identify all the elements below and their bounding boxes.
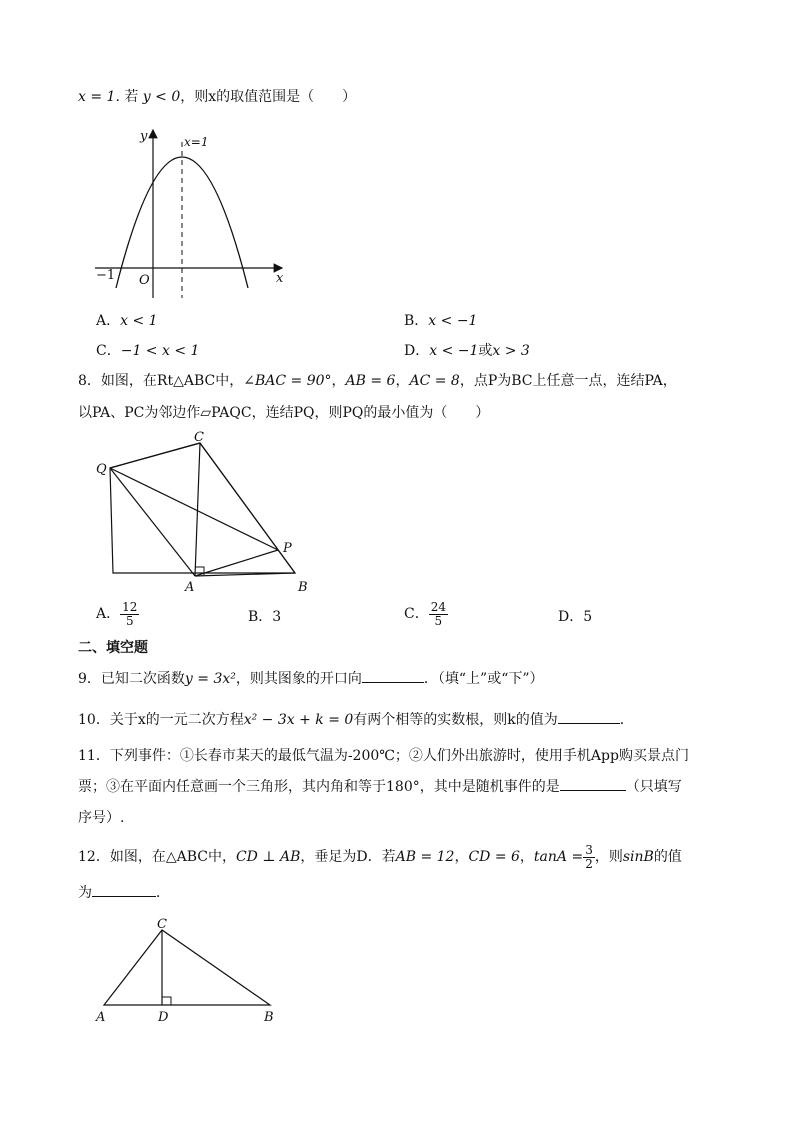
q11-line1: 11．下列事件：①长春市某天的最低气温为-200℃；②人们外出旅游时，使用手机App购买景点门 <box>78 748 689 764</box>
q12-label-d: D <box>158 1010 169 1025</box>
q12-triangle-figure <box>92 915 292 1027</box>
q7-option-b[interactable] <box>404 310 477 332</box>
option-letter: D． <box>558 609 584 625</box>
q7-option-c[interactable] <box>96 340 199 362</box>
q10-text-post: 有两个相等的实数根，则k的值为 <box>353 712 558 728</box>
fraction-numerator: 12 <box>122 599 138 614</box>
option-text: 5 <box>583 609 593 625</box>
q12-stem-line2 <box>78 882 170 904</box>
fraction-numerator: 24 <box>430 599 446 614</box>
option-math: −1 < x < 1 <box>120 343 200 359</box>
q11-line3: 序号）. <box>78 810 125 826</box>
q8-stem-line1 <box>78 370 677 392</box>
q9-math: y = 3x² <box>184 671 236 687</box>
q12-text-end: ． <box>156 885 170 901</box>
q12-right-angle-mark <box>162 997 171 1005</box>
q12-text5: 的值 <box>653 849 682 865</box>
q8-label-c: C <box>194 430 204 445</box>
q11-text: 票；③在平面内任意画一个三角形，其内角和等于180°，其中是随机事件的是 <box>78 779 560 795</box>
q8-segment-qa <box>110 468 195 576</box>
option-letter: B． <box>248 609 273 625</box>
option-math2: x > 3 <box>492 343 530 359</box>
section-title-fill-blank: 二、填空题 <box>78 640 148 656</box>
q8-option-c[interactable] <box>404 599 448 629</box>
q8-text: 8．如图，在Rt△ABC中， <box>78 373 244 389</box>
q8-label-b: B <box>298 580 308 595</box>
q12-triangle <box>104 930 270 1005</box>
q8-option-d[interactable] <box>558 606 592 628</box>
q12-cond2: AB = 12 <box>395 849 455 865</box>
option-letter: C． <box>96 343 121 359</box>
q12-label-b: B <box>264 1010 274 1025</box>
q10-math: x² − 3x + k = 0 <box>243 712 354 728</box>
q12-label-a: A <box>96 1010 106 1025</box>
fraction-denominator: 2 <box>585 856 593 871</box>
fraction-denominator: 5 <box>125 613 134 628</box>
q7-stem-math: x = 1 <box>78 89 116 105</box>
q8-stem-line2: 以PA、PC为邻边作▱PAQC，连结PQ，则PQ的最小值为（ ） <box>78 405 490 421</box>
fraction-numerator: 3 <box>585 842 593 857</box>
q7-parabola-graph <box>90 122 300 302</box>
q8-segment-qp <box>110 468 278 550</box>
q7-option-d[interactable] <box>404 340 530 362</box>
q8-cond1: ∠BAC = 90° <box>243 373 332 389</box>
q11-answer-blank[interactable] <box>560 776 626 791</box>
q10-answer-blank[interactable] <box>558 709 620 724</box>
q9-answer-blank[interactable] <box>362 668 424 683</box>
q12-text: 12．如图，在△ABC中， <box>78 849 236 865</box>
q8-option-a[interactable] <box>96 599 139 629</box>
q7-stem-cond: y < 0 <box>142 89 181 105</box>
option-letter: A． <box>96 313 121 329</box>
q8-label-q: Q <box>96 462 107 477</box>
q8-segment-cb <box>200 443 295 573</box>
q9-stem <box>78 668 544 690</box>
q8-segment-pa <box>195 550 278 576</box>
q9-text-post: ，则其图象的开口向 <box>235 671 362 687</box>
q8-sep2: ， <box>395 373 410 389</box>
q12-cond4: tanA = <box>533 849 584 865</box>
q12-text3: ， <box>519 849 534 865</box>
q9-text: 9．已知二次函数 <box>78 671 185 687</box>
option-letter: D． <box>404 343 430 359</box>
q9-text-end: ．（填“上”或“下”） <box>423 671 544 687</box>
q10-text-end: ． <box>619 712 634 728</box>
q12-answer-blank[interactable] <box>92 882 156 897</box>
q7-option-a[interactable] <box>96 310 158 332</box>
q11-line2 <box>78 776 682 798</box>
q12-cond3: CD = 6 <box>468 849 520 865</box>
q12-text2: ， <box>454 849 469 865</box>
q12-text-line2: 为 <box>78 885 92 901</box>
q7-label-x: x <box>276 271 284 286</box>
q7-stem <box>78 86 356 108</box>
q12-cond1: CD ⊥ AB <box>235 849 301 865</box>
q12-stem-line1 <box>78 842 682 872</box>
q8-sep1: ， <box>331 373 346 389</box>
option-math: x < −1 <box>429 343 479 359</box>
q7-label-neg1: −1 <box>96 268 116 283</box>
q11-text-end: （只填写 <box>625 779 682 795</box>
q7-stem-text2: ，则x的取值范围是（ ） <box>180 89 357 105</box>
q8-cond2: AB = 6 <box>345 373 396 389</box>
q8-label-a: A <box>185 580 195 595</box>
q10-stem <box>78 709 634 731</box>
option-fraction <box>120 601 139 628</box>
q12-text4: ，则 <box>594 849 623 865</box>
q8-text-end: ，点P为BC上任意一点，连结PA， <box>459 373 677 389</box>
q12-text1: ，垂足为D．若 <box>300 849 396 865</box>
q12-fraction <box>583 844 595 871</box>
q7-label-origin: O <box>139 273 150 288</box>
option-letter: C． <box>404 606 429 622</box>
q8-option-b[interactable] <box>248 606 281 628</box>
q8-label-p: P <box>283 541 292 556</box>
q8-parallelogram-figure <box>90 428 320 598</box>
q7-label-y: y <box>140 129 148 144</box>
q7-stem-text: . 若 <box>115 89 143 105</box>
q12-cond5: sinB <box>622 849 654 865</box>
q10-text: 10．关于x的一元二次方程 <box>78 712 244 728</box>
option-fraction <box>429 601 448 628</box>
q8-cond3: AC = 8 <box>409 373 460 389</box>
option-letter: B． <box>404 313 429 329</box>
option-letter: A． <box>96 606 121 622</box>
option-math: x < −1 <box>428 313 478 329</box>
q8-segment-qc <box>110 443 200 468</box>
option-join: 或 <box>478 343 493 359</box>
option-math: x < 1 <box>120 313 158 329</box>
fraction-denominator: 5 <box>434 613 443 628</box>
option-text: 3 <box>272 609 282 625</box>
q7-label-axis: x=1 <box>184 135 209 149</box>
q12-label-c: C <box>157 917 167 932</box>
